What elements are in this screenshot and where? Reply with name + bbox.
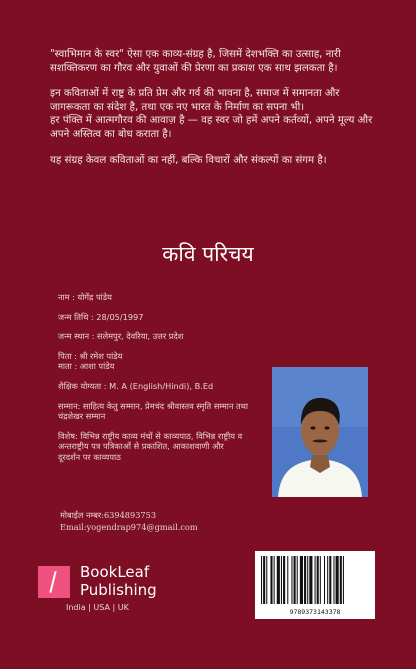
author-photo bbox=[272, 367, 368, 497]
intro-paragraph-4: यह संग्रह केवल कविताओं का नहीं, बल्कि विचारों और संकल्पों का संगम है। bbox=[50, 154, 327, 166]
publisher-name-line1: BookLeaf bbox=[80, 563, 150, 581]
barcode-bars bbox=[255, 551, 375, 607]
publisher-logo bbox=[38, 563, 198, 613]
bio-mother: माता : आशा पांडेय bbox=[58, 361, 115, 372]
contact-mobile: मोबाईल नम्बर:6394893753 bbox=[60, 510, 157, 520]
intro-paragraph-3: हर पंक्ति में आत्मगौरव की आवाज़ है — वह स्वर जो हमें अपने कर्तव्यों, अपने मूल्य और अपने अस्तित्व का बोध कराता है। bbox=[50, 115, 373, 140]
contact-email: Email:yogendrap974@gmail.com bbox=[60, 521, 198, 532]
bio-education: शैक्षिक योग्यता : M. A (English/Hindi), B.Ed bbox=[58, 380, 214, 391]
cover-description bbox=[50, 48, 380, 179]
bio-birthplace: जन्म स्थान : सलेमपुर, देवरिया, उत्तर प्रदेश bbox=[58, 331, 184, 342]
author-portrait-illustration bbox=[272, 367, 368, 497]
publisher-name bbox=[80, 563, 157, 599]
bio-special: विशेष: विभिन्न राष्ट्रीय काव्य मंचों से काव्यपाठ, विभिन्न राष्ट्रीय व अन्तराष्ट्रीय पत्र पत्रिकाओं से प्रकाशित, आकाशवाणी और दूरदर्शन पर काव्यपाठ bbox=[58, 430, 243, 462]
bookleaf-logo-icon bbox=[38, 566, 70, 598]
isbn-number: 9789373143378 bbox=[289, 608, 341, 616]
isbn-barcode bbox=[255, 551, 375, 619]
intro-paragraph-2: इन कविताओं में राष्ट्र के प्रति प्रेम और गर्व की भावना है, समाज में समानता और जागरूकता का संदेश है, तथा एक नए भारत के निर्माण का सपना भी। bbox=[50, 88, 340, 113]
bio-dob: जन्म तिथि : 28/05/1997 bbox=[58, 311, 144, 322]
bio-name: नाम : योगेंद्र पांडेय bbox=[58, 292, 112, 302]
bio-honors: सम्मान: साहित्य केतु सम्मान, प्रेमचंद श्रीवास्तव स्मृति सम्मान तथा चंद्रशेखर सम्मान bbox=[58, 400, 248, 422]
poet-contact bbox=[60, 510, 260, 533]
intro-paragraph-1: "स्वाभिमान के स्वर" ऐसा एक काव्य-संग्रह है, जिसमें देशभक्ति का उत्साह, नारी सशक्तिकरण का गौरव और युवाओं की प्रेरणा का प्रकाश एक साथ झलकता है। bbox=[50, 49, 341, 74]
poet-bio bbox=[58, 292, 248, 472]
poet-introduction-heading: कवि परिचय bbox=[162, 242, 254, 266]
publisher-name-line2: Publishing bbox=[80, 581, 157, 599]
publisher-locations: India | USA | UK bbox=[66, 603, 129, 612]
bio-father: पिता : श्री रमेश पांडेय bbox=[58, 350, 123, 361]
